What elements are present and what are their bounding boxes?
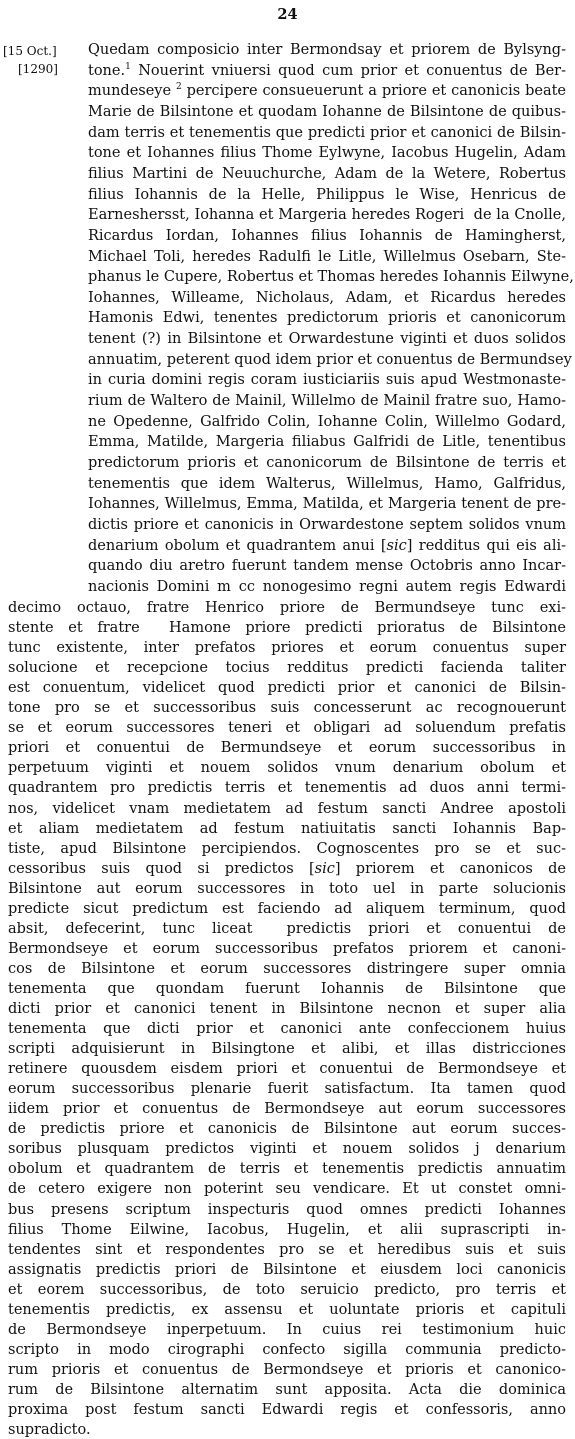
text-line: tenementis predictis, ex assensu et uoluntate prioris et capituli bbox=[8, 1301, 566, 1318]
text-line: tenent (?) in Bilsintone et Orwardestune viginti et duos solidos bbox=[88, 331, 566, 348]
text-line: dam terris et tenementis que predicti prior et canonici de Bilsin- bbox=[88, 124, 566, 141]
text-line: phanus le Cupere, Robertus et Thomas heredes Iohannis Eilwyne, bbox=[88, 269, 574, 286]
text-line: Marie de Bilsintone et quodam Iohanne de Bilsintone de quibus- bbox=[88, 103, 566, 120]
text-line: predicte sicut predictum est faciendo ad aliquem terminum, quod bbox=[8, 900, 566, 917]
text-line: Emma, Matilde, Margeria filiabus Galfridi de Litle, tenentibus bbox=[88, 434, 566, 451]
text-line: tendentes sint et respondentes pro se et heredibus suis et suis bbox=[8, 1241, 566, 1258]
margin-date: [15 Oct.] bbox=[3, 44, 57, 58]
text-line: ne Opedenne, Galfrido Colin, Iohanne Colin, Willelmo Godard, bbox=[88, 413, 566, 430]
text-line: predictorum prioris et canonicorum de Bilsintone de terris et bbox=[88, 455, 566, 471]
text-line: et aliam medietatem ad festum natiuitatis sancti Iohannis Bap- bbox=[8, 820, 566, 837]
text-line: retinere quousdem eisdem priori et conuentui de Bermondseye et bbox=[8, 1061, 566, 1078]
text-line: iidem prior et conuentus de Bermondseye aut eorum successores bbox=[8, 1101, 566, 1118]
text-line: dicti prior et canonici tenent in Bilsintone necnon et super alia bbox=[8, 1001, 566, 1017]
text-line: filius Martini de Neuuchurche, Adam de la Wetere, Robertus bbox=[88, 165, 566, 182]
text-line: decimo octauo, fratre Henrico priore de Bermundseye tunc exi- bbox=[8, 600, 566, 616]
text-line: tone pro se et successoribus suis concesserunt ac recognouerunt bbox=[8, 700, 566, 717]
text-line: Ricardus Iordan, Iohannes filius Iohannis de Hamingherst, bbox=[88, 227, 566, 244]
text-line: rum prioris et conuentus de Bermondseye et prioris et canonico- bbox=[8, 1361, 566, 1378]
text-line: quando diu aretro fuerunt tandem mense Octobris anno Incar- bbox=[88, 558, 566, 575]
text-line: est conuentum, videlicet quod predicti prior et canonici de Bilsin- bbox=[8, 680, 566, 697]
text-line: tunc existente, inter prefatos priores et eorum conuentus super bbox=[8, 640, 566, 657]
text-line: filius Thome Eilwine, Iacobus, Hugelin, et alii suprascripti in- bbox=[8, 1221, 566, 1238]
text-line: cos de Bilsintone et eorum successores distringere super omnia bbox=[8, 960, 566, 977]
text-line: supradicto. bbox=[8, 1422, 91, 1439]
text-line: proxima post festum sancti Edwardi regis et confessoris, anno bbox=[8, 1402, 566, 1418]
text-line: rum de Bilsintone alternatim sunt apposita. Acta die dominica bbox=[8, 1381, 566, 1398]
text-line: eorum successoribus plenarie fuerit satisfactum. Ita tamen quod bbox=[8, 1081, 566, 1098]
text-line: bus presens scriptum inspecturis quod omnes predicti Iohannes bbox=[8, 1201, 566, 1218]
text-line: de predictis priore et canonicis de Bilsintone aut eorum succes- bbox=[8, 1121, 566, 1138]
text-line: dictis priore et canonicis in Orwardestone septem solidos vnum bbox=[88, 516, 566, 533]
text-line: tenementa que dicti prior et canonici ante confeccionem huius bbox=[8, 1021, 566, 1038]
text-line: cessoribus suis quod si predictos [sic] priorem et canonicos de bbox=[8, 860, 566, 877]
text-line: Iohannes, Willeame, Nicholaus, Adam, et Ricardus heredes bbox=[88, 289, 566, 306]
margin-year: [1290] bbox=[18, 62, 58, 76]
text-line: Bilsintone aut eorum successores in toto uel in parte solucionis bbox=[8, 880, 566, 897]
text-line: Quedam composicio inter Bermondsay et priorem de Bylsyng- bbox=[88, 42, 566, 58]
text-line: absit, defecerint, tunc liceat predictis priori et conuentui de bbox=[8, 920, 566, 937]
text-line: de Bermondseye inperpetuum. In cuius rei testimonium huic bbox=[8, 1321, 566, 1338]
text-line: nos, videlicet vnam medietatem ad festum sancti Andree apostoli bbox=[8, 800, 566, 817]
text-line: in curia domini regis coram iusticiariis suis apud Westmonaste- bbox=[88, 372, 566, 389]
text-line: nacionis Domini m cc nonogesimo regni autem regis Edwardi bbox=[88, 578, 566, 595]
text-line: Hamonis Edwi, tenentes predictorum prioris et canonicorum bbox=[88, 310, 566, 327]
text-line: mundeseye $^2$ percipere consueuerunt a priore et canonicis beate bbox=[88, 82, 566, 100]
text-line: denarium obolum et quadrantem anui [sic] redditus qui eis ali- bbox=[88, 537, 566, 554]
text-line: tenementis que idem Walterus, Willelmus, Hamo, Galfridus, bbox=[88, 475, 566, 492]
text-line: tone et Iohannes filius Thome Eylwyne, Iacobus Hugelin, Adam bbox=[88, 145, 566, 162]
text-line: tiste, apud Bilsintone percipiendos. Cognoscentes pro se et suc- bbox=[8, 840, 566, 857]
text-line: stente et fratre Hamone priore predicti prioratus de Bilsintone bbox=[8, 620, 566, 637]
text-line: scripti adquisierunt in Bilsingtone et alibi, et illas districciones bbox=[8, 1041, 566, 1058]
text-line: solucione et recepcione tocius redditus predicti facienda taliter bbox=[8, 660, 566, 677]
text-line: perpetuum viginti et nouem solidos vnum denarium obolum et bbox=[8, 760, 566, 777]
text-line: se et eorum successores teneri et obligari ad soluendum prefatis bbox=[8, 720, 566, 737]
text-line: tone.$^1$ Nouerint vniuersi quod cum prior et conuentus de Ber- bbox=[88, 61, 566, 79]
page-number: 24 bbox=[277, 6, 298, 23]
text-line: tenementa que quondam fuerunt Iohannis de Bilsintone que bbox=[8, 980, 566, 997]
text-line: obolum et quadrantem de terris et tenementis predictis annuatim bbox=[8, 1161, 566, 1178]
text-line: Iohannes, Willelmus, Emma, Matilda, et Margeria tenent de pre- bbox=[88, 496, 566, 513]
text-line: Bermondseye et eorum successoribus prefatos priorem et canoni- bbox=[8, 940, 566, 957]
text-line: assignatis predictis priori de Bilsintone et eiusdem loci canonicis bbox=[8, 1261, 566, 1278]
text-line: quadrantem pro predictis terris et tenementis ad duos anni termi- bbox=[8, 780, 566, 797]
text-line: scripto in modo cirographi confecto sigilla communia predicto- bbox=[8, 1341, 566, 1358]
text-line: et eorem successoribus, de toto seruicio predicto, pro terris et bbox=[8, 1281, 566, 1298]
text-line: filius Iohannis de la Helle, Philippus le Wise, Henricus de bbox=[88, 186, 566, 203]
text-line: de cetero exigere non poterint seu vendicare. Et ut constet omni- bbox=[8, 1181, 566, 1198]
text-line: soribus plusquam predictos viginti et nouem solidos j denarium bbox=[8, 1141, 566, 1158]
text-line: rium de Waltero de Mainil, Willelmo de Mainil fratre suo, Hamo- bbox=[88, 393, 566, 410]
text-line: priori et conuentui de Bermundseye et eorum successoribus in bbox=[8, 740, 566, 757]
text-line: annuatim, peterent quod idem prior et conuentus de Bermundsey bbox=[88, 351, 572, 368]
text-line: Michael Toli, heredes Radulfi le Litle, Willelmus Osebarn, Ste- bbox=[88, 248, 566, 265]
text-line: Earneshersst, Iohanna et Margeria heredes Rogeri de la Cnolle, bbox=[88, 207, 566, 224]
